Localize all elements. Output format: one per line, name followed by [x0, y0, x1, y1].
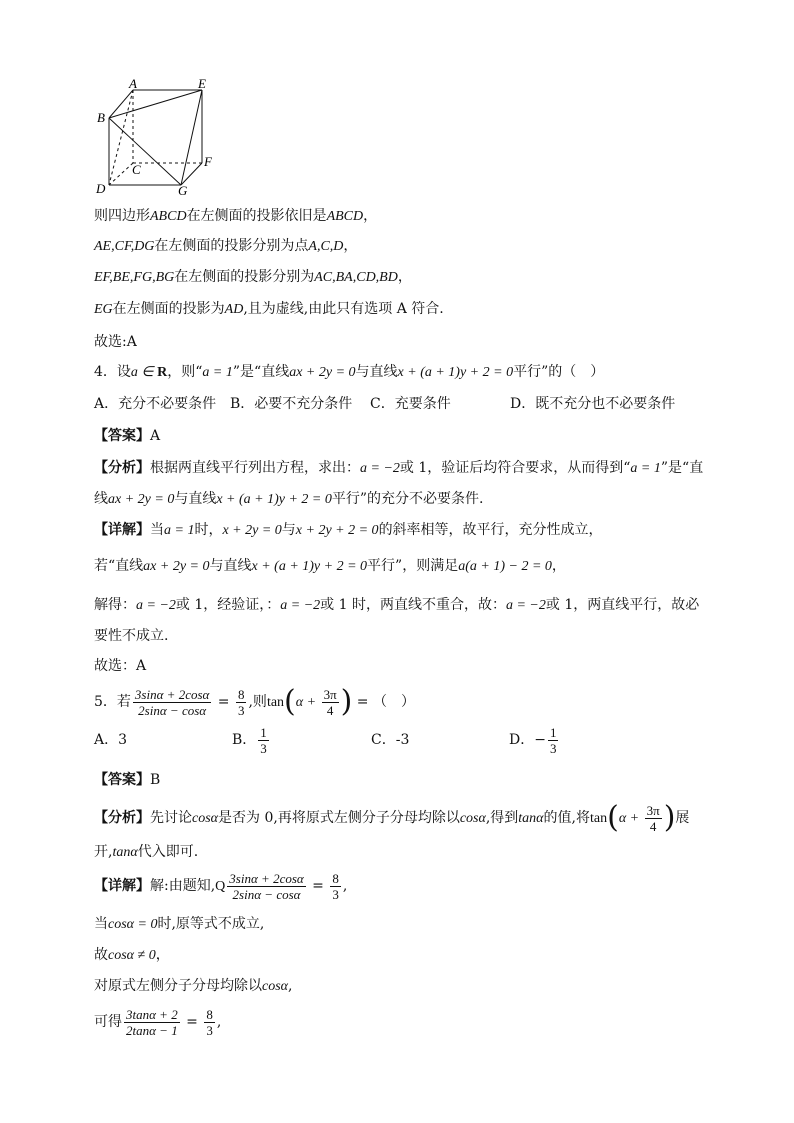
label-b: B [97, 110, 105, 125]
q5-choice-c: C．-3 [371, 732, 410, 748]
q5-detail-line2: 当cosα = 0时,原等式不成立, [94, 916, 265, 932]
q4-stem: 4．设a ∈ R，则“a = 1”是“直线ax + 2y = 0与直线x + (a + 1)y + 2 = 0平行”的（ ） [94, 364, 605, 380]
q4-answer: 【答案】A [94, 428, 161, 444]
q5-detail-line3: 故cosα ≠ 0， [94, 947, 170, 963]
solution3-line4: EG在左侧面的投影为AD,且为虚线,由此只有选项 A 符合. [94, 301, 444, 317]
q5-fraction: $\frac{3\sin\alpha + 2\cos\alpha}{2\sin\alpha - \cos\alpha}$ [134, 686, 210, 718]
label-c: C [132, 162, 141, 177]
label-e: E [198, 78, 206, 91]
q5-analysis-line2: 开,tanα代入即可. [94, 844, 199, 860]
solution3-select: 故选:A [94, 334, 137, 350]
q5-ratio: $\frac{8}{3}$ [237, 686, 245, 718]
q5-detail-line4: 对原式左侧分子分母均除以cosα, [94, 978, 293, 994]
q5-angle: $\frac{3\pi}{4}$ [323, 686, 337, 718]
q4-analysis-line2: 线ax + 2y = 0与直线x + (a + 1)y + 2 = 0平行”的充分不必要条件. [94, 491, 484, 507]
label-g: G [178, 183, 188, 198]
q4-analysis-line1: 【分析】根据两直线平行列出方程，求出：a = −2或 1，验证后均符合要求，从而得到“a = 1”是“直 [94, 460, 704, 476]
q4-choice-b: B．必要不充分条件 [230, 396, 353, 412]
q5-answer: 【答案】B [94, 772, 161, 788]
q5-detail-line5: 可得 $\frac{3\tan\alpha + 2}{2\tan\alpha - 1}$ = $\frac{8}{3}$ , [94, 1006, 222, 1038]
solution3-line3: EF,BE,FG,BG在左侧面的投影分别为AC,BA,CD,BD， [94, 269, 412, 285]
q5-choice-b: B． $\frac{1}{3}$ [232, 724, 267, 756]
q5-choice-a: A．3 [94, 732, 128, 748]
q5-detail-line1: 【详解】解:由题知,Q $\frac{3\sin\alpha + 2\cos\alpha}{2\sin\alpha - \cos\alpha}$ = $\frac{8}{3}$ , [94, 870, 348, 902]
q4-choice-c: C．充要条件 [370, 396, 451, 412]
q4-detail-line4: 要性不成立. [94, 628, 169, 644]
q5-analysis-line1: 【分析】先讨论cosα是否为 0,再将原式左侧分子分母均除以cosα,得到tanα的值,将tan(α + $\frac{3\pi}{4}$ )展 [94, 800, 690, 835]
q4-choice-a: A．充分不必要条件 [94, 396, 217, 412]
q5-choice-d: D．− $\frac{1}{3}$ [509, 724, 557, 756]
q4-select: 故选：A [94, 658, 147, 674]
solution3-line1: 则四边形ABCD在左侧面的投影依旧是ABCD， [94, 208, 378, 224]
label-a: A [129, 78, 137, 91]
label-f: F [204, 154, 212, 169]
q4-detail-line1: 【详解】当a = 1时，x + 2y = 0与x + 2y + 2 = 0的斜率相等，故平行，充分性成立， [94, 522, 603, 538]
q4-choice-d: D．既不充分也不必要条件 [510, 396, 676, 412]
q4-detail-line2: 若“直线ax + 2y = 0与直线x + (a + 1)y + 2 = 0平行”，则满足a(a + 1) − 2 = 0， [94, 558, 566, 574]
label-d: D [96, 181, 106, 196]
cube-figure [92, 78, 222, 198]
q5-stem: 5．若 $\frac{3\sin\alpha + 2\cos\alpha}{2\sin\alpha - \cos\alpha}$ = $\frac{8}{3}$ ,则tan(α + $\frac{3\pi}{4}$ ) = （ ） [94, 684, 415, 719]
q4-detail-line3: 解得：a = −2或 1，经验证，：a = −2或 1 时，两直线不重合，故：a = −2或 1，两直线平行，故必 [94, 597, 700, 613]
solution3-line2: AE,CF,DG在左侧面的投影分别为点A,C,D， [94, 238, 358, 254]
